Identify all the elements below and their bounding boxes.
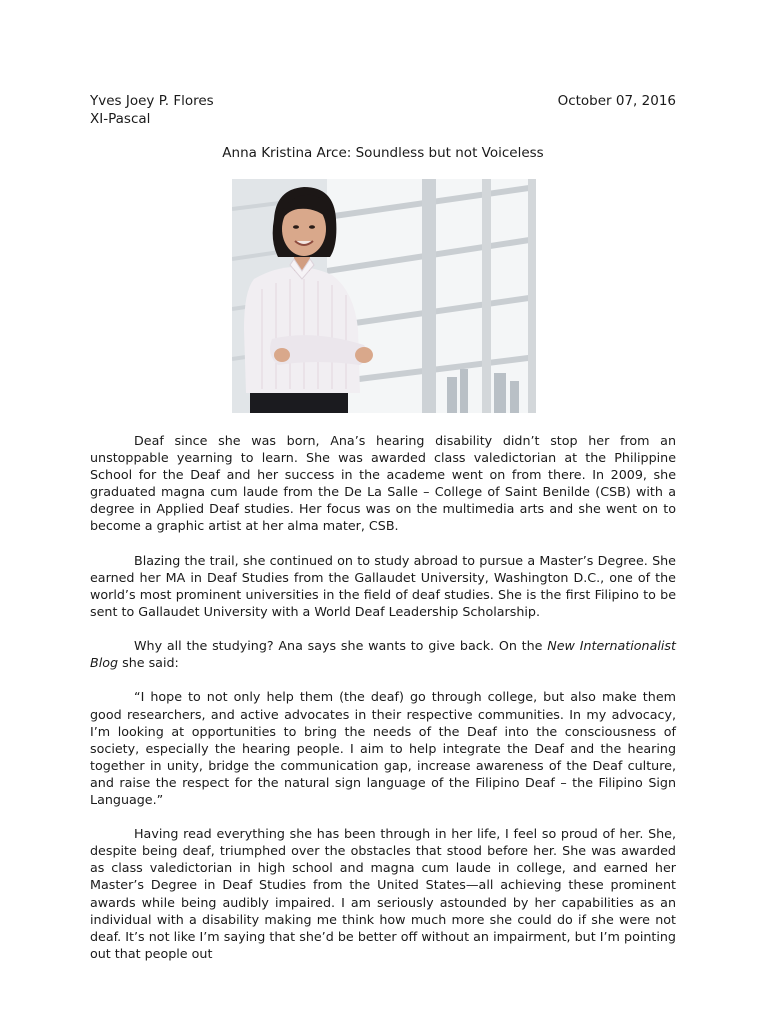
- paragraph-3-text: Why all the studying? Ana says she wants to give back. On the: [134, 638, 548, 654]
- document-body: [90, 432, 676, 979]
- paragraph-3-tail: she said:: [118, 655, 179, 671]
- quote-paragraph: “I hope to not only help them (the deaf) go through college, but also make them good researchers, and active advocates in their respective communities. In my advocacy, I’m looking at opportunities to bring the needs of the Deaf into the consciousness of society, especially the hearing people. I aim to help integrate the Deaf and the hearing together in unity, bridge the communication gap, increase awareness of the Deaf culture, and raise the respect for the natural sign language of the Filipino Deaf – the Filipino Sign Language.”: [90, 689, 676, 807]
- document-date: October 07, 2016: [557, 93, 676, 109]
- portrait-illustration: [232, 179, 536, 413]
- author-name: Yves Joey P. Flores: [90, 93, 214, 109]
- author-section: XI-Pascal: [90, 111, 151, 127]
- document-header: [90, 92, 676, 132]
- paragraph-1: Deaf since she was born, Ana’s hearing disability didn’t stop her from an unstoppable yearning to learn. She was awarded class valedictorian at the Philippine School for the Deaf and her success in the academe went on from there. In 2009, she graduated magna cum laude from the De La Salle – College of Saint Benilde (CSB) with a degree in Applied Deaf studies. Her focus was on the multimedia arts and she went on to become a graphic artist at her alma mater, CSB.: [90, 433, 676, 534]
- person-shirt: [244, 267, 360, 393]
- paragraph-2: Blazing the trail, she continued on to study abroad to pursue a Master’s Degree. She earned her MA in Deaf Studies from the Gallaudet University, Washington D.C., one of the world’s most prominent universities in the field of deaf studies. She is the first Filipino to be sent to Gallaudet University with a World Deaf Leadership Scholarship.: [90, 552, 676, 619]
- paragraph-5: Having read everything she has been through in her life, I feel so proud of her. She, despite being deaf, triumphed over the obstacles that stood before her. She was awarded as class valedictorian in high school and magna cum laude in college, and earned her Master’s Degree in Deaf Studies from the United States—all achieving these prominent awards while being audibly impaired. I am seriously astounded by her capabilities as an individual with a disability making me think how much more she could do if she were not deaf. It’s not like I’m saying that she’d be better off without an impairment, but I’m pointing out that people out: [90, 826, 676, 961]
- document-title: Anna Kristina Arce: Soundless but not Voiceless: [222, 145, 544, 161]
- paragraph-3: [90, 637, 676, 671]
- blog-name: New Internationalist Blog: [90, 638, 677, 671]
- portrait-photo: [232, 179, 536, 413]
